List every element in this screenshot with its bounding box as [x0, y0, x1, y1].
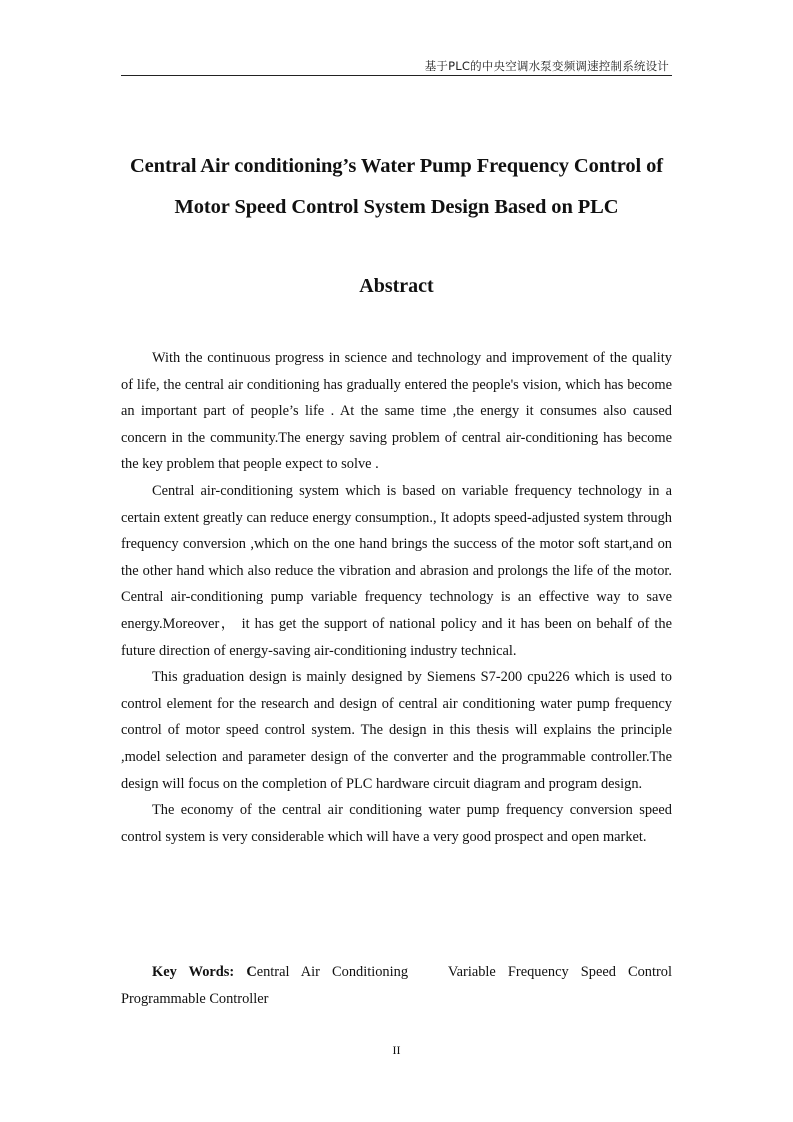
keyword-3: Programmable Controller	[121, 990, 269, 1007]
header-rule	[121, 75, 672, 76]
abstract-body	[121, 345, 672, 850]
keyword-2: Variable Frequency Speed Control	[447, 964, 672, 980]
keywords-label: Key Words:	[152, 964, 235, 980]
paper-title-line-2: Motor Speed Control System Design Based on PLC	[174, 196, 619, 218]
abstract-paragraph-1: With the continuous progress in science and technology and improvement of the quality of life, the central air conditioning has gradually entered the people's vision, which has become an important part of people’s life . At the same time ,the energy it consumes also caused concern in the community.The energy saving problem of central air-conditioning has become the key problem that people expect to solve .	[121, 350, 672, 473]
abstract-paragraph-4: The economy of the central air conditioning water pump frequency conversion speed control system is very considerable which will have a very good prospect and open market.	[121, 802, 672, 845]
running-header: 基于PLC的中央空调水泵变频调速控制系统设计	[424, 59, 669, 73]
paper-title	[100, 146, 693, 228]
abstract-paragraph-3: This graduation design is mainly designed by Siemens S7-200 cpu226 which is used to control element for the research and design of central air conditioning water pump frequency control of motor speed control system. The design in this thesis will explains the principle ,model selection and parameter design of the converter and the programmable controller.The design will focus on the completion of PLC hardware circuit diagram and program design.	[121, 669, 672, 792]
abstract-heading: Abstract	[359, 275, 434, 297]
keywords	[121, 959, 672, 1012]
abstract-paragraph-2: Central air-conditioning system which is based on variable frequency technology in a certain extent greatly can reduce energy consumption., It adopts speed-adjusted system through frequency conversion ,which on the one hand brings the success of the motor soft start,and on the other hand which also reduce the vibration and abrasion and prolongs the life of the motor. Central air-conditioning pump variable frequency technology is an effective way to save energy.Moreover， it has get the support of national policy and it has been on behalf of the future direction of energy-saving air-conditioning industry technical.	[121, 482, 672, 659]
paper-title-line-1: Central Air conditioning’s Water Pump Frequency Control of	[129, 155, 664, 177]
page-number: II	[392, 1043, 401, 1057]
keywords-first-letter: C	[246, 964, 257, 980]
keyword-1: entral Air Conditioning	[256, 964, 409, 980]
